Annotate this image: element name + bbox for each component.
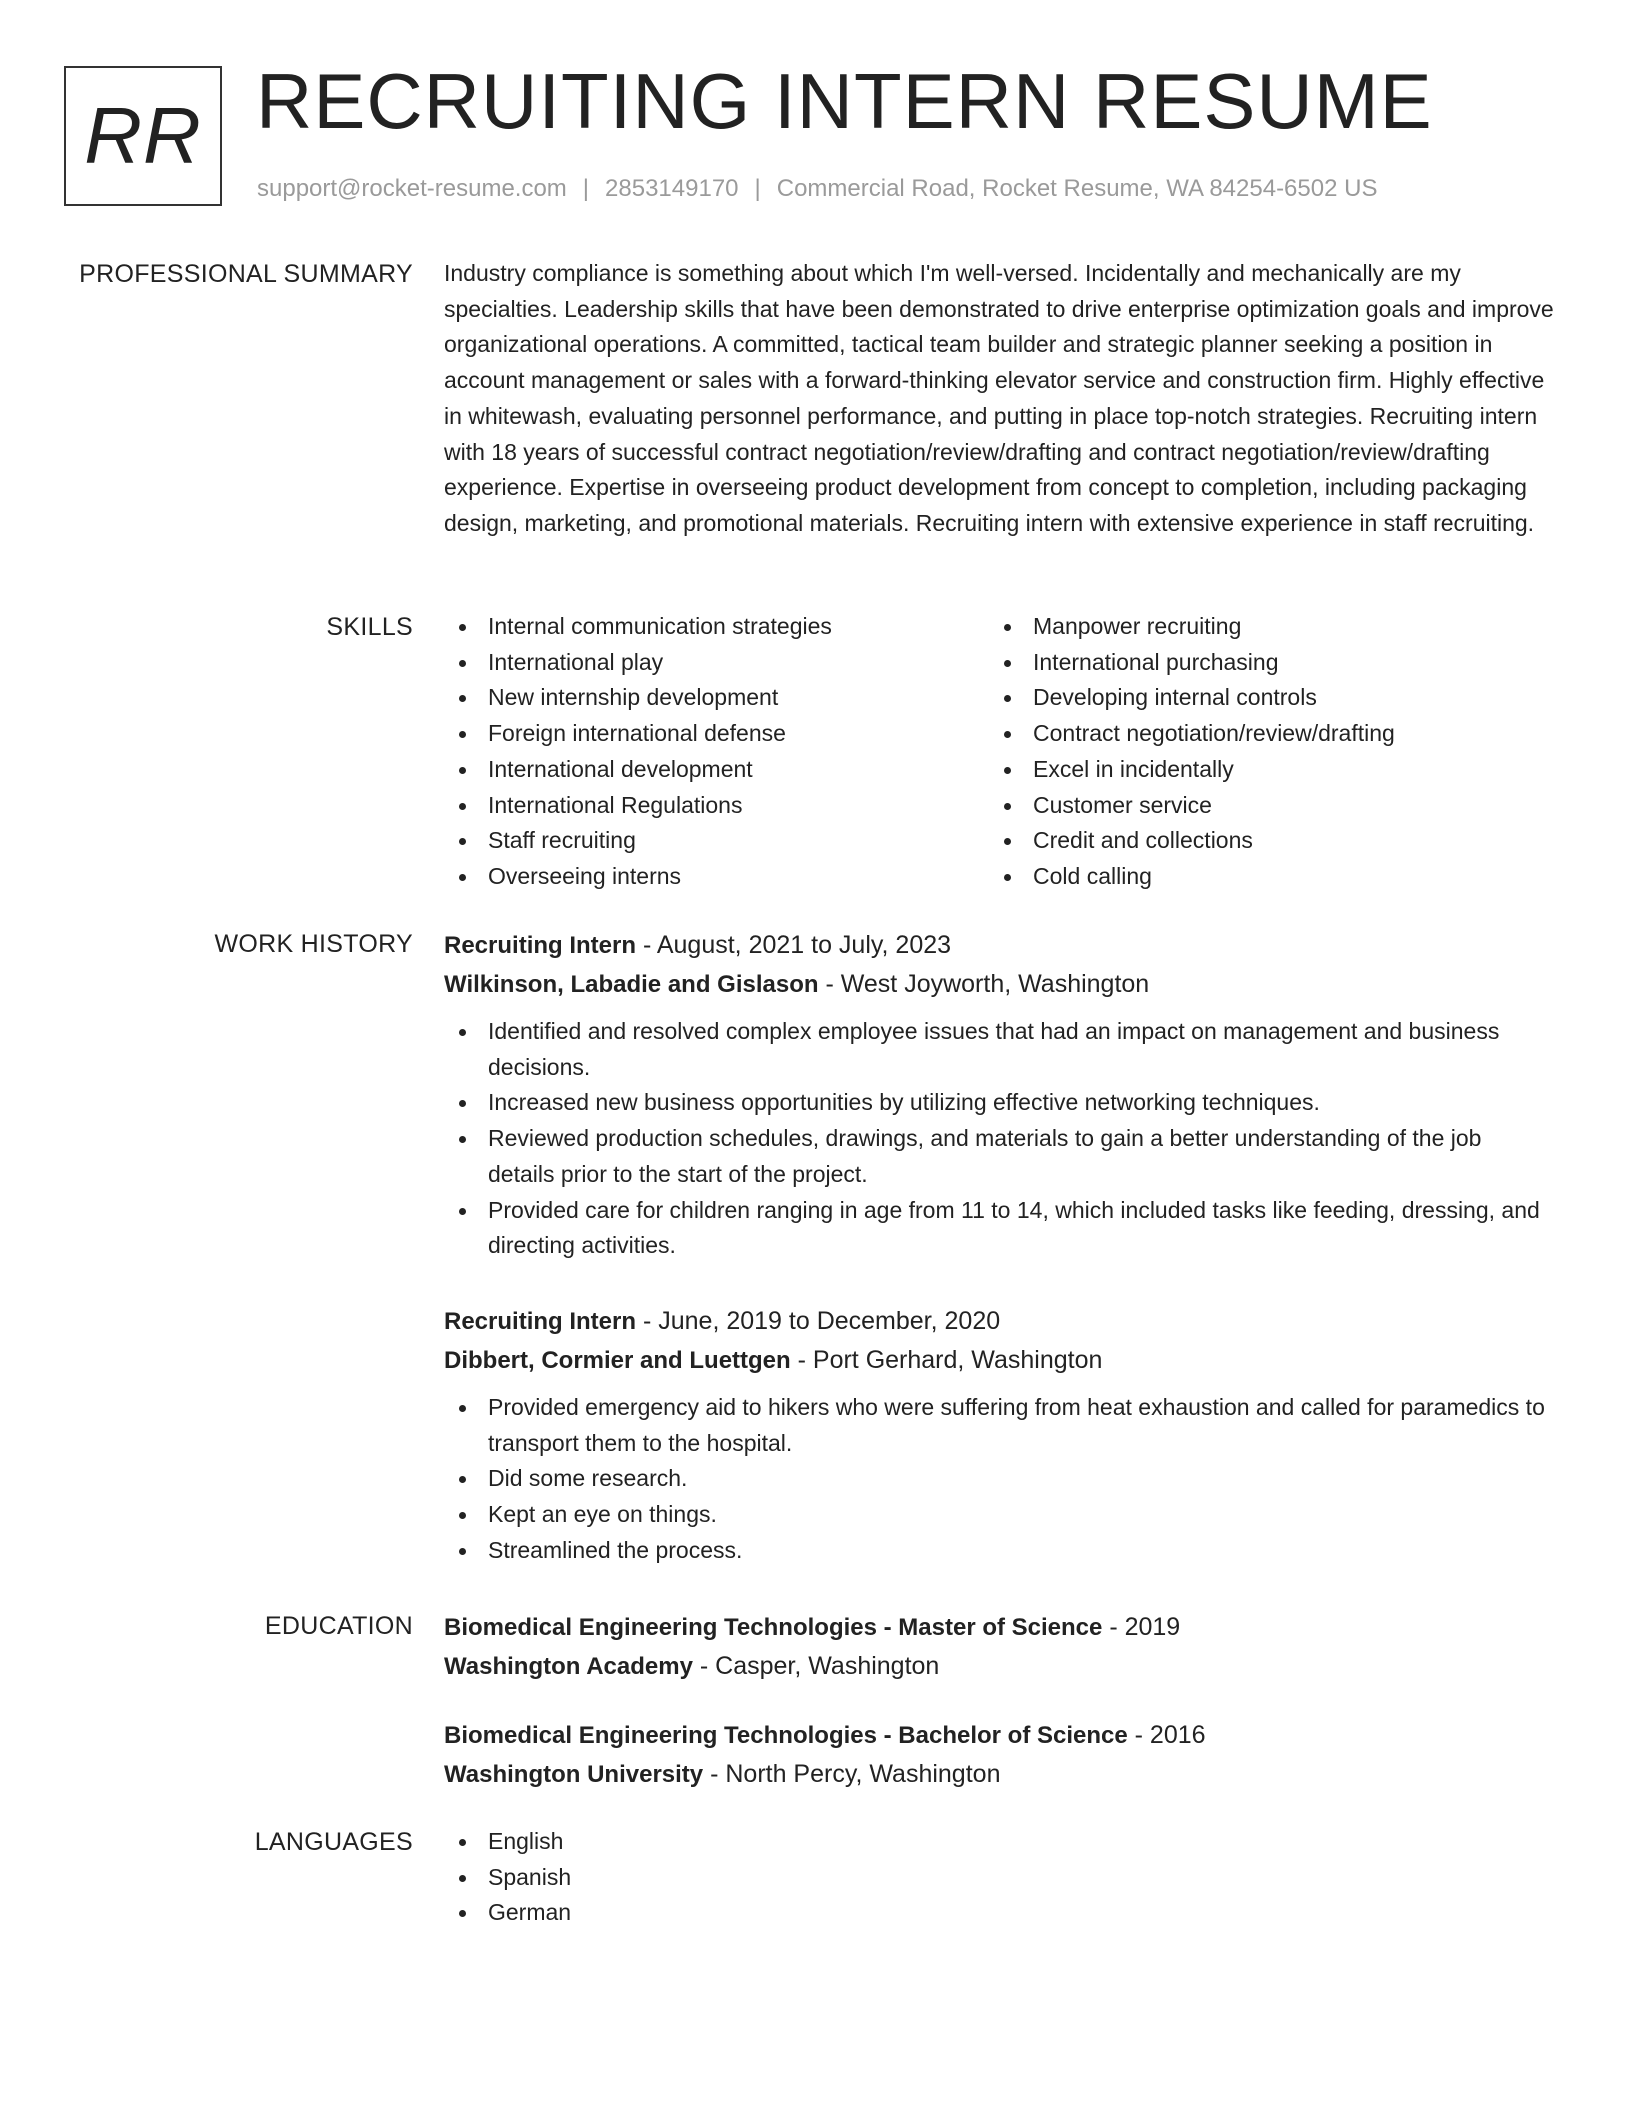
- section-label-languages: LANGUAGES: [254, 1828, 413, 1856]
- job-company: Wilkinson, Labadie and Gislason: [444, 971, 819, 998]
- contact-email: support@rocket-resume.com: [257, 175, 567, 202]
- language-item: English: [444, 1824, 1554, 1860]
- monogram-logo: RR: [64, 66, 222, 206]
- page-title: RECRUITING INTERN RESUME: [256, 57, 1433, 145]
- summary-text: Industry compliance is something about which I'm well-versed. Incidentally and mechanically are my specialties. Leadership skills that have been demonstrated to drive enterprise optimization goals and improve organizational operations. A committed, tactical team builder and strategic planner seeking a position in account management or sales with a forward-thinking elevator service and construction firm. Highly effective in whitewash, evaluating personnel performance, and putting in place top-notch strategies. Recruiting intern with 18 years of successful contract negotiation/review/drafting and contract negotiation/review/drafting experience. Expertise in overseeing product development from concept to completion, including packaging design, marketing, and promotional materials. Recruiting intern with extensive experience in staff recruiting.: [444, 260, 1554, 536]
- skill-item: Foreign international defense: [444, 716, 989, 752]
- job-bullet: Identified and resolved complex employee issues that had an impact on management and business decisions.: [444, 1014, 1554, 1085]
- education-entry: [444, 1716, 1554, 1794]
- section-label-work-history: WORK HISTORY: [214, 930, 413, 958]
- job-title-line: [444, 926, 1554, 965]
- skill-item: Customer service: [989, 788, 1534, 824]
- contact-separator: |: [754, 175, 761, 202]
- section-label-skills: SKILLS: [326, 613, 413, 641]
- education-degree: Biomedical Engineering Technologies - Master of Science: [444, 1614, 1103, 1641]
- skill-item: Developing internal controls: [989, 680, 1534, 716]
- skill-item: Overseeing interns: [444, 859, 989, 895]
- language-item: Spanish: [444, 1860, 1554, 1896]
- section-label-education: EDUCATION: [264, 1612, 413, 1640]
- education-year: - 2019: [1102, 1613, 1181, 1641]
- job-bullet: Streamlined the process.: [444, 1533, 1554, 1569]
- education-year: - 2016: [1127, 1721, 1206, 1749]
- contact-phone: 2853149170: [605, 175, 739, 202]
- job-title-line: [444, 1302, 1554, 1341]
- job-title: Recruiting Intern: [444, 1308, 637, 1335]
- job-bullet: Kept an eye on things.: [444, 1497, 1554, 1533]
- education-school-line: [444, 1647, 1554, 1686]
- job-location: - Port Gerhard, Washington: [790, 1346, 1103, 1374]
- contact-separator: |: [582, 175, 590, 202]
- job-bullet: Did some research.: [444, 1461, 1554, 1497]
- skill-item: Cold calling: [989, 859, 1534, 895]
- job-company-line: [444, 965, 1554, 1004]
- skill-item: Staff recruiting: [444, 823, 989, 859]
- contact-line: [257, 172, 1377, 206]
- skills-column-left: [444, 609, 989, 895]
- education-location: - Casper, Washington: [692, 1652, 940, 1680]
- skill-item: International play: [444, 645, 989, 681]
- skill-item: International development: [444, 752, 989, 788]
- contact-address: Commercial Road, Rocket Resume, WA 84254-6502 US: [776, 175, 1378, 202]
- skill-item: International Regulations: [444, 788, 989, 824]
- skill-item: Excel in incidentally: [989, 752, 1534, 788]
- education-degree: Biomedical Engineering Technologies - Bachelor of Science: [444, 1722, 1128, 1749]
- job-entry: [444, 926, 1554, 1264]
- skill-item: International purchasing: [989, 645, 1534, 681]
- job-bullet: Reviewed production schedules, drawings, and materials to gain a better understanding of the job details prior to the start of the project.: [444, 1121, 1554, 1192]
- skill-item: Credit and collections: [989, 823, 1534, 859]
- education-degree-line: [444, 1608, 1554, 1647]
- skill-item: Contract negotiation/review/drafting: [989, 716, 1534, 752]
- job-title: Recruiting Intern: [444, 932, 637, 959]
- job-bullet: Provided emergency aid to hikers who were suffering from heat exhaustion and called for paramedics to transport them to the hospital.: [444, 1390, 1554, 1461]
- education-school-line: [444, 1755, 1554, 1794]
- job-bullet: Provided care for children ranging in age from 11 to 14, which included tasks like feeding, dressing, and directing activities.: [444, 1193, 1554, 1264]
- job-company-line: [444, 1341, 1554, 1380]
- education-location: - North Percy, Washington: [703, 1760, 1001, 1788]
- job-bullet: Increased new business opportunities by utilizing effective networking techniques.: [444, 1085, 1554, 1121]
- job-dates: - August, 2021 to July, 2023: [636, 931, 952, 959]
- job-company: Dibbert, Cormier and Luettgen: [444, 1347, 791, 1374]
- skill-item: Internal communication strategies: [444, 609, 989, 645]
- education-entry: [444, 1608, 1554, 1686]
- skill-item: New internship development: [444, 680, 989, 716]
- job-dates: - June, 2019 to December, 2020: [636, 1307, 1001, 1335]
- skills-column-right: [989, 609, 1534, 895]
- education-school: Washington University: [444, 1761, 704, 1788]
- job-entry: [444, 1302, 1554, 1569]
- education-school: Washington Academy: [444, 1653, 693, 1680]
- section-label-summary: PROFESSIONAL SUMMARY: [79, 260, 413, 288]
- education-degree-line: [444, 1716, 1554, 1755]
- language-item: German: [444, 1895, 1554, 1931]
- job-location: - West Joyworth, Washington: [818, 970, 1150, 998]
- skill-item: Manpower recruiting: [989, 609, 1534, 645]
